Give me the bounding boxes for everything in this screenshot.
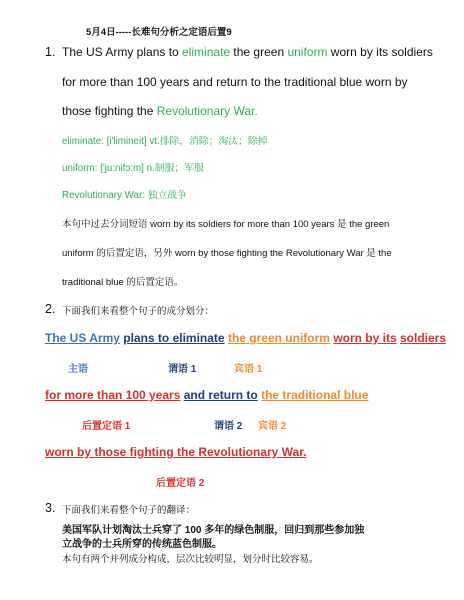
analysis-row-2 xyxy=(45,388,368,402)
analysis-row-3 xyxy=(45,445,307,459)
subject-phrase: The US Army xyxy=(45,331,120,345)
vocab-eliminate: eliminate: [i'limineit] vt.排除，消除；淘汰；除掉 xyxy=(62,136,268,147)
label-postpositive-attributive-1: 后置定语 1 xyxy=(82,421,131,432)
label-postpositive-attributive-2: 后置定语 2 xyxy=(156,478,205,489)
label-subject: 主语 xyxy=(68,364,88,375)
item1-number: 1. xyxy=(45,45,56,59)
translation-comment: 本句有两个并列成分构成，层次比较明显，划分时比较容易。 xyxy=(62,554,319,565)
postpositive-attributive-1-phrase: for more than 100 years xyxy=(45,388,181,402)
sentence-fragment: the green xyxy=(230,45,288,59)
item1-line3 xyxy=(62,104,258,118)
keyword-uniform: uniform xyxy=(287,45,328,59)
note-line: 本句中过去分词短语 worn by its soldiers for more than 100 years 是 the green xyxy=(62,219,390,230)
item1-line1 xyxy=(62,45,433,59)
label-object-1: 宾语 1 xyxy=(234,364,263,375)
sentence-fragment: those fighting the xyxy=(62,104,157,118)
analysis-row-1 xyxy=(45,331,446,345)
note-line: traditional blue 的后置定语。 xyxy=(62,277,184,288)
item3-heading: 下面我们来看整个句子的翻译： xyxy=(62,505,196,516)
sentence-fragment: worn by its soldiers xyxy=(327,45,433,59)
translation-line: 立战争的士兵所穿的传统蓝色制服。 xyxy=(62,539,222,550)
postpositive-attributive-1-phrase: worn by its xyxy=(333,331,397,345)
object-1-phrase: the green uniform xyxy=(227,331,330,345)
item2-number: 2. xyxy=(45,302,56,316)
translation-line: 美国军队计划淘汰士兵穿了 100 多年的绿色制服，回归到那些参加独 xyxy=(62,525,365,536)
postpositive-attributive-1-phrase: soldiers xyxy=(400,331,447,345)
object-2-phrase: the traditional blue xyxy=(261,388,369,402)
vocab-uniform: uniform: ['ju:nifɔ:m] n.制服；军服 xyxy=(62,163,204,174)
item3-number: 3. xyxy=(45,501,56,515)
postpositive-attributive-2-phrase: worn by those fighting the Revolutionary War. xyxy=(45,445,307,459)
keyword-eliminate: eliminate xyxy=(182,45,231,59)
item1-line2: for more than 100 years and return to the traditional blue worn by xyxy=(62,75,408,89)
keyword-revolutionary-war: Revolutionary War. xyxy=(156,104,258,118)
item2-heading: 下面我们来看整个句子的成分划分： xyxy=(62,306,215,317)
label-object-2: 宾语 2 xyxy=(258,421,287,432)
note-line: uniform 的后置定语，另外 worn by those fighting the Revolutionary War 是 the xyxy=(62,248,392,259)
label-predicate-2: 谓语 2 xyxy=(214,421,243,432)
label-predicate-1: 谓语 1 xyxy=(168,364,197,375)
predicate-1-phrase: plans to eliminate xyxy=(123,331,225,345)
sentence-fragment: The US Army plans to xyxy=(62,45,183,59)
vocab-revolutionary-war: Revolutionary War: 独立战争 xyxy=(62,190,187,201)
page-title: 5月4日-----长难句分析之定语后置9 xyxy=(86,27,232,38)
predicate-2-phrase: and return to xyxy=(183,388,258,402)
